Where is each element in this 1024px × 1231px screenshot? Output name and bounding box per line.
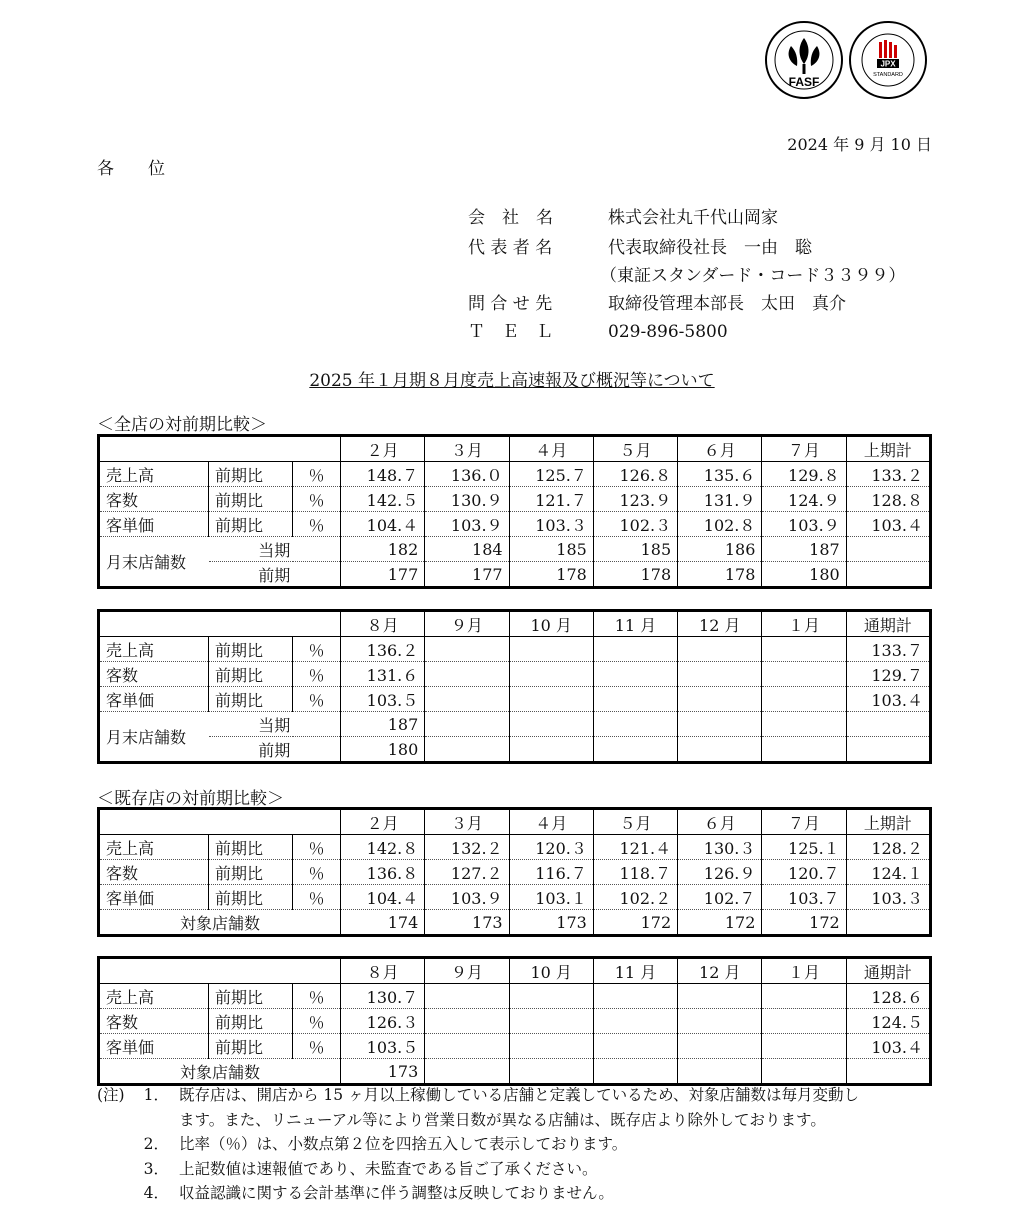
col-header: 通期計	[846, 611, 930, 637]
note-text: 収益認識に関する会計基準に伴う調整は反映しておりません。	[179, 1184, 614, 1202]
col-header: ２月	[341, 809, 425, 835]
table-row-stores-current: 月末店舗数 当期 182 184 185 185 186 187	[99, 537, 931, 562]
note-item	[97, 1157, 937, 1182]
info-label: 代 表 者 名	[468, 238, 553, 258]
col-header: ４月	[509, 436, 593, 462]
col-header: ７月	[762, 436, 846, 462]
table-existing-stores-h1	[97, 807, 932, 937]
table-existing-stores-h2	[97, 956, 932, 1086]
col-header: ３月	[425, 809, 509, 835]
col-header: ２月	[341, 436, 425, 462]
note-item	[97, 1132, 937, 1157]
table-row-sales: 売上高 前期比 ％ 142.８ 132.２ 120.３ 121.４ 130.３ 125.１ 128.２	[99, 835, 931, 860]
note-number: 4．	[143, 1184, 169, 1202]
col-header: ９月	[425, 958, 509, 984]
table-row-sales: 売上高 前期比 ％ 136.２ 133.７	[99, 637, 931, 662]
col-header: ５月	[593, 809, 677, 835]
table-row-customers: 客数 前期比 ％ 142.５ 130.９ 121.７ 123.９ 131.９ 124.９ 128.８	[99, 487, 931, 512]
col-header: 上期計	[846, 809, 930, 835]
info-label: Ｔ Ｅ Ｌ	[468, 322, 553, 342]
col-header: ７月	[762, 809, 846, 835]
col-header: ８月	[341, 611, 425, 637]
col-header: ４月	[509, 809, 593, 835]
jpx-logo	[848, 20, 928, 100]
col-header: 通期計	[846, 958, 930, 984]
table-row-customers: 客数 前期比 ％ 126.３ 124.５	[99, 1009, 931, 1034]
note-number: 2．	[143, 1135, 169, 1153]
table-header-row	[99, 958, 931, 984]
jpx-logo-text: JPX	[880, 59, 896, 69]
table-row-sales: 売上高 前期比 ％ 148.７ 136.０ 125.７ 126.８ 135.６ 129.８ 133.２	[99, 462, 931, 487]
fasf-logo	[764, 20, 844, 100]
info-row-representative	[468, 233, 812, 258]
info-value: 株式会社丸千代山岡家	[608, 208, 778, 228]
section-all-stores: ＜全店の対前期比較＞	[97, 415, 267, 435]
table-row-stores-previous: 前期 177 177 178 178 178 180	[99, 562, 931, 588]
table-row-avg-spend: 客単価 前期比 ％ 103.５ 103.４	[99, 687, 931, 712]
jpx-logo-sub: STANDARD	[873, 72, 903, 78]
table-header-row	[99, 809, 931, 835]
info-row-company	[468, 203, 778, 228]
table-row-stores-previous: 前期 180	[99, 737, 931, 763]
col-header: 11 月	[593, 958, 677, 984]
col-header: １月	[762, 611, 846, 637]
info-label: 会 社 名	[468, 208, 553, 228]
table-row-sales: 売上高 前期比 ％ 130.７ 128.６	[99, 984, 931, 1009]
col-header: ６月	[678, 436, 762, 462]
info-row-stock-code	[600, 261, 905, 286]
col-header: 12 月	[678, 611, 762, 637]
table-header-row	[99, 436, 931, 462]
note-text: 上記数値は速報値であり、未監査である旨ご了承ください。	[179, 1159, 598, 1178]
info-row-contact	[468, 289, 846, 314]
info-label: 問 合 せ 先	[468, 294, 553, 314]
table-all-stores-h1	[97, 434, 932, 589]
table-row-avg-spend: 客単価 前期比 ％ 103.５ 103.４	[99, 1034, 931, 1059]
table-all-stores-h2	[97, 609, 932, 764]
col-header: 10 月	[509, 958, 593, 984]
col-header: ３月	[425, 436, 509, 462]
notes-prefix: (注)	[97, 1086, 125, 1104]
info-value: 取締役管理本部長 太田 真介	[608, 294, 846, 314]
fasf-logo-text: FASF	[788, 75, 820, 89]
table-row-target-stores: 対象店舗数 173	[99, 1059, 931, 1085]
document-date: 2024 年 9 月 10 日	[787, 135, 932, 154]
info-row-tel	[468, 317, 728, 342]
document-title: 2025 年１月期８月度売上高速報及び概況等について	[309, 371, 715, 391]
col-header: 上期計	[846, 436, 930, 462]
note-text: ます。また、リニューアル等により営業日数が異なる店舗は、既存店より除外しております。	[179, 1110, 826, 1129]
note-item	[97, 1083, 937, 1132]
note-number: 1．	[143, 1086, 169, 1104]
section-existing-stores: ＜既存店の対前期比較＞	[97, 789, 284, 809]
table-row-avg-spend: 客単価 前期比 ％ 104.４ 103.９ 103.３ 102.３ 102.８ 103.９ 103.４	[99, 512, 931, 537]
addressee: 各 位	[97, 159, 165, 179]
col-header: １月	[762, 958, 846, 984]
note-item	[97, 1181, 937, 1206]
table-row-customers: 客数 前期比 ％ 131.６ 129.７	[99, 662, 931, 687]
note-text: 比率（％）は、小数点第２位を四捨五入して表示しております。	[179, 1135, 628, 1153]
table-row-target-stores: 対象店舗数 174 173 173 172 172 172	[99, 910, 931, 936]
notes	[97, 1083, 937, 1206]
col-header: ５月	[593, 436, 677, 462]
info-value: （東証スタンダード・コード３３９９）	[600, 266, 906, 286]
table-row-avg-spend: 客単価 前期比 ％ 104.４ 103.９ 103.１ 102.２ 102.７ 103.７ 103.３	[99, 885, 931, 910]
info-value: 029-896-5800	[608, 322, 728, 342]
col-header: 11 月	[593, 611, 677, 637]
info-value: 代表取締役社長 一由 聡	[608, 238, 812, 258]
col-header: ９月	[425, 611, 509, 637]
col-header: 10 月	[509, 611, 593, 637]
col-header: 12 月	[678, 958, 762, 984]
table-row-customers: 客数 前期比 ％ 136.８ 127.２ 116.７ 118.７ 126.９ 120.７ 124.１	[99, 860, 931, 885]
col-header: ８月	[341, 958, 425, 984]
table-row-stores-current: 月末店舗数 当期 187	[99, 712, 931, 737]
table-header-row	[99, 611, 931, 637]
note-number: 3．	[143, 1159, 169, 1178]
col-header: ６月	[678, 809, 762, 835]
note-text: 既存店は、開店から 15 ヶ月以上稼働している店舗と定義しているため、対象店舗数は毎月変動し	[179, 1086, 859, 1104]
